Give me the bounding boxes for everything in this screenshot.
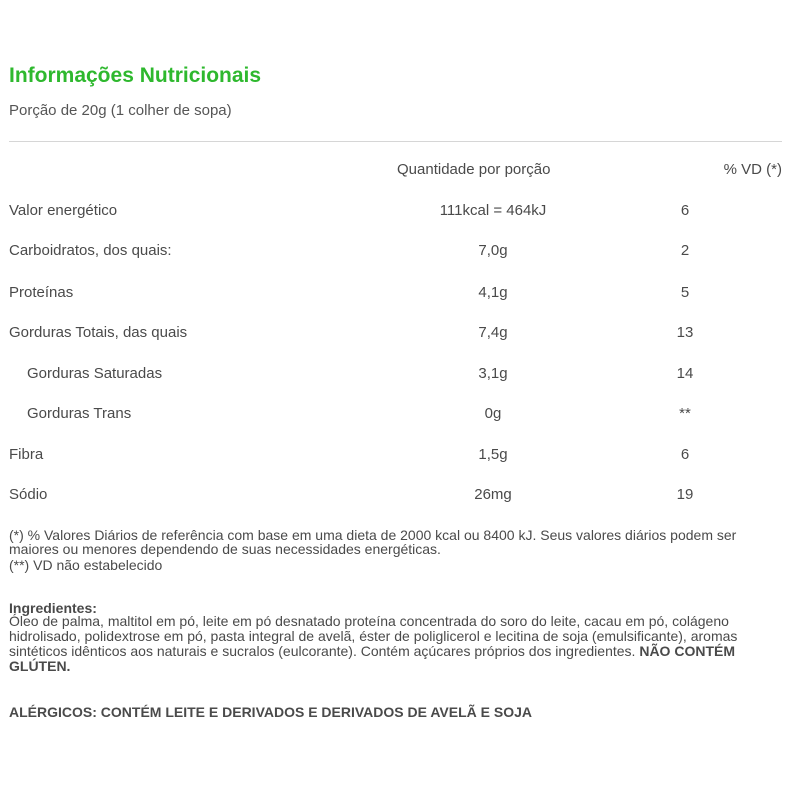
- table-row: [0, 486, 800, 506]
- table-row: [0, 405, 800, 425]
- divider: [9, 141, 782, 142]
- row-label: Valor energético: [9, 202, 118, 219]
- row-daily-value: 5: [680, 284, 690, 301]
- footnote-daily-values: (*) % Valores Diários de referência com base em uma dieta de 2000 kcal ou 8400 kJ. Seus valores diários podem ser maiores ou menores dependendo de suas necessidades energéticas.: [9, 527, 737, 557]
- ingredients-list: Óleo de palma, maltitol em pó, leite em pó desnatado proteína concentrada do soro do leite, cacau em pó, colágeno hidrolisado, polidextrose em pó, pasta integral de avelã, éster de poliglicerol e lecitina de soja (emulsificante), aromas sintéticos idênticos aos naturais e sucralos (eulcorante). Contém açúcares próprios dos ingredientes.: [9, 613, 738, 659]
- table-row: [0, 242, 800, 262]
- gluten-notice: NÃO CONTÉM GLÚTEN.: [9, 643, 735, 674]
- table-row: [0, 202, 800, 222]
- row-label: Sódio: [9, 486, 48, 503]
- table-row: [0, 324, 800, 344]
- row-label: Gorduras Trans: [27, 405, 132, 422]
- row-quantity: 4,1g: [478, 284, 508, 301]
- row-daily-value: **: [679, 405, 691, 422]
- ingredients-text: [9, 614, 784, 674]
- row-daily-value: 19: [676, 486, 694, 503]
- table-row: [0, 365, 800, 385]
- row-label: Gorduras Saturadas: [27, 365, 163, 382]
- row-quantity: 3,1g: [478, 365, 508, 382]
- row-daily-value: 6: [680, 446, 690, 463]
- row-daily-value: 6: [680, 202, 690, 219]
- header-quantity: Quantidade por porção: [397, 161, 551, 178]
- row-label: Gorduras Totais, das quais: [9, 324, 188, 341]
- row-label: Proteínas: [9, 284, 74, 301]
- row-label: Fibra: [9, 446, 44, 463]
- footnote-not-established: (**) VD não estabelecido: [9, 557, 163, 573]
- row-daily-value: 13: [676, 324, 694, 341]
- allergens-notice: ALÉRGICOS: CONTÉM LEITE E DERIVADOS E DERIVADOS DE AVELÃ E SOJA: [9, 704, 532, 720]
- row-quantity: 7,0g: [478, 242, 508, 259]
- row-quantity: 26mg: [474, 486, 512, 503]
- row-quantity: 111kcal = 464kJ: [439, 202, 547, 219]
- row-daily-value: 2: [680, 242, 690, 259]
- table-row: [0, 446, 800, 466]
- row-daily-value: 14: [676, 365, 694, 382]
- ingredients-heading: Ingredientes:: [9, 600, 97, 616]
- nutrition-title: Informações Nutricionais: [9, 64, 262, 87]
- row-quantity: 0g: [484, 405, 502, 422]
- row-quantity: 1,5g: [478, 446, 508, 463]
- header-daily-value: % VD (*): [723, 161, 782, 178]
- row-quantity: 7,4g: [478, 324, 508, 341]
- row-label: Carboidratos, dos quais:: [9, 242, 172, 259]
- portion-size: Porção de 20g (1 colher de sopa): [9, 102, 232, 119]
- table-row: [0, 284, 800, 304]
